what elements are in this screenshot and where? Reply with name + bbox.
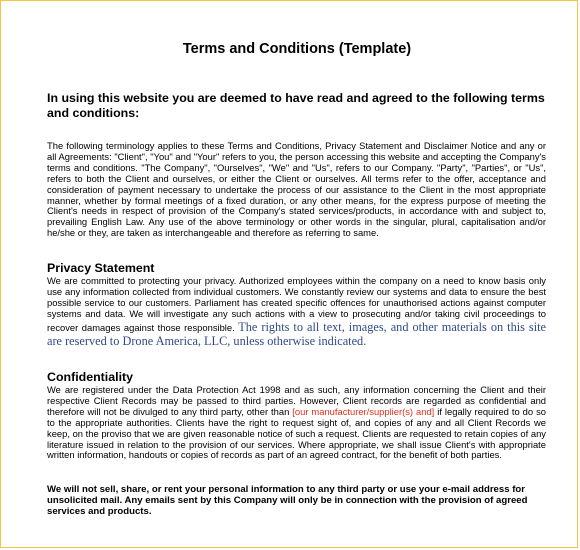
privacy-paragraph: [47, 276, 546, 348]
rights-note: The rights to all text, images, and other materials on this site are reserved to Drone America, LLC, unless otherwise indicated.: [47, 319, 547, 348]
confidentiality-body-end: if legally required to do so to the appropriate authorities. Clients have the right to request sight of, and copies of any and all Client Records we keep, on the proviso that we are given reasonable notice of such a request. Clients are requested to retain copies of any literature issued in relation to the provision of our services. Where appropriate, we shall issue Client's with appropriate written information, handouts or copies of records as part of an agreed contract, for the benefit of both parties.: [47, 405, 546, 461]
confidentiality-paragraph: [47, 385, 546, 461]
privacy-body: We are committed to protecting your privacy. Authorized employees within the company on a need to know basis only use any information collected from individual customers. We constantly review our systems and data to ensure the best possible service to our customers. Parliament has created specific offences for unauthorised actions against computer systems and data. We will investigate any such actions with a view to prosecuting and/or taking civil proceedings to recover damages against those responsible.: [47, 275, 546, 333]
supplier-placeholder: [our manufacturer/supplier(s) and]: [292, 405, 435, 417]
no-sell-notice: We will not sell, share, or rent your personal information to any third party or use your e-mail address for unsolicited mail. Any emails sent by this Company will only be in connection with the provision of agreed services and products.: [47, 484, 528, 518]
confidentiality-heading: Confidentiality: [47, 370, 134, 384]
document-title: Terms and Conditions (Template): [182, 41, 412, 57]
confidentiality-body-start: We are registered under the Data Protection Act 1998 and as such, any information concerning the Client and their respective Client Records may be passed to third parties. However, Client records are regarded as confidential and therefore will not be divulged to any third party, other than: [47, 384, 546, 417]
lead-statement: In using this website you are deemed to have read and agreed to the following terms and conditions:: [47, 91, 545, 120]
privacy-heading: Privacy Statement: [47, 261, 155, 275]
terminology-paragraph: The following terminology applies to these Terms and Conditions, Privacy Statement and Disclaimer Notice and any or all Agreements: "Client", "You" and "Your" refers to you, the person accessing this website and accepting the Company's terms and conditions. "The Company", "Ourselves", "We" and "Us", refers to our Company. "Party", "Parties", or "Us", refers to both the Client and ourselves, or either the Client or ourselves. All terms refer to the offer, acceptance and consideration of payment necessary to undertake the process of our assistance to the Client in the most appropriate manner, whether by formal meetings of a fixed duration, or any other means, for the express purpose of meeting the Client's needs in respect of provision of the Company's stated services/products, in accordance with and subject to, prevailing English Law. Any use of the above terminology or other words in the singular, plural, capitalisation and/or he/she or they, are taken as interchangeable and therefore as referring to same.: [47, 140, 546, 239]
